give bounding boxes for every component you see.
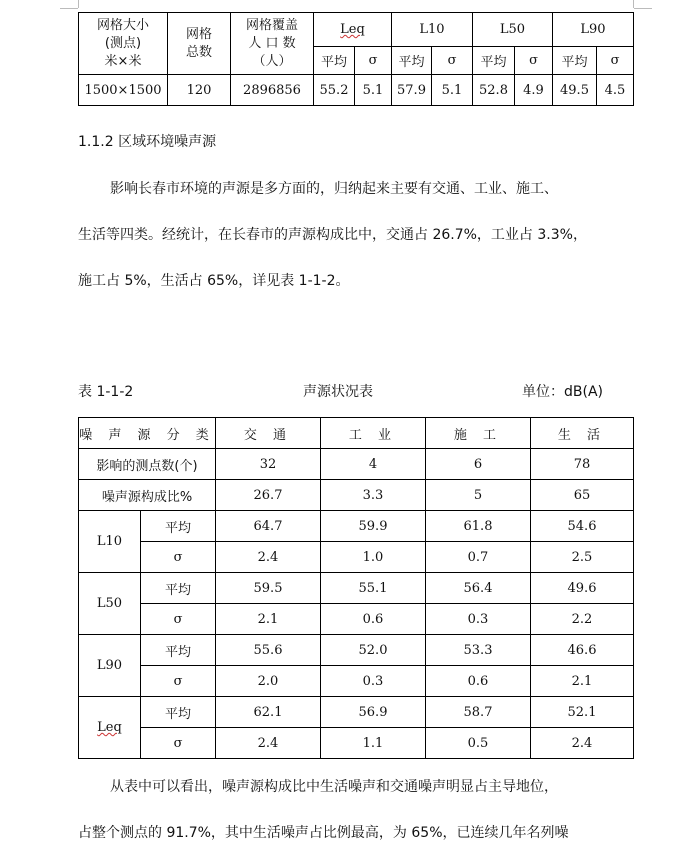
column-header: 生 活 bbox=[531, 418, 634, 449]
sigma-header: σ bbox=[432, 47, 473, 75]
table-row bbox=[79, 542, 634, 573]
table-title: 声源状况表 bbox=[303, 384, 373, 400]
corner-mark bbox=[60, 8, 78, 9]
table-cell: 5 bbox=[426, 480, 531, 511]
header-grid-count: 网格 总数 bbox=[168, 13, 231, 75]
table-cell: 2.1 bbox=[531, 666, 634, 697]
table-cell: 2.4 bbox=[216, 542, 321, 573]
sigma-label: σ bbox=[141, 666, 216, 697]
table-cell: 61.8 bbox=[426, 511, 531, 542]
table-cell: 55.1 bbox=[321, 573, 426, 604]
corner-mark bbox=[78, 0, 79, 8]
table-cell: 52.0 bbox=[321, 635, 426, 666]
table-cell: 2896856 bbox=[231, 75, 314, 106]
table-cell: 0.6 bbox=[426, 666, 531, 697]
table-cell: 0.5 bbox=[426, 728, 531, 759]
mean-header: 平均 bbox=[473, 47, 515, 75]
mean-header: 平均 bbox=[553, 47, 597, 75]
table-cell: 3.3 bbox=[321, 480, 426, 511]
table-cell: 4.9 bbox=[515, 75, 553, 106]
header-l50: L50 bbox=[473, 13, 553, 47]
column-header: 施 工 bbox=[426, 418, 531, 449]
header-leq bbox=[314, 13, 392, 47]
group-label: L90 bbox=[79, 635, 141, 697]
table-cell: 62.1 bbox=[216, 697, 321, 728]
group-label: Leq bbox=[79, 697, 141, 759]
table-cell: 55.6 bbox=[216, 635, 321, 666]
table-cell: 26.7 bbox=[216, 480, 321, 511]
sigma-header: σ bbox=[515, 47, 553, 75]
table-cell: 4 bbox=[321, 449, 426, 480]
table-row bbox=[79, 511, 634, 542]
table-cell: 52.8 bbox=[473, 75, 515, 106]
paragraph-line: 施工占 5%，生活占 65%，详见表 1-1-2。 bbox=[78, 273, 350, 289]
table-row bbox=[79, 635, 634, 666]
paragraph-line: 占整个测点的 91.7%，其中生活噪声占比例最高，为 65%，已连续几年名列噪 bbox=[78, 825, 569, 841]
table-cell: 2.0 bbox=[216, 666, 321, 697]
table-cell: 4.5 bbox=[597, 75, 634, 106]
mean-header: 平均 bbox=[314, 47, 355, 75]
grid-noise-table bbox=[78, 12, 634, 106]
header-leq-label: Leq bbox=[340, 22, 365, 37]
header-l90: L90 bbox=[553, 13, 634, 47]
table-cell: 49.6 bbox=[531, 573, 634, 604]
column-header: 工 业 bbox=[321, 418, 426, 449]
mean-header: 平均 bbox=[392, 47, 432, 75]
table-cell: 65 bbox=[531, 480, 634, 511]
header-population: 网格覆盖 人 口 数 （人） bbox=[231, 13, 314, 75]
table-cell: 2.2 bbox=[531, 604, 634, 635]
sigma-header: σ bbox=[597, 47, 634, 75]
table-cell: 59.5 bbox=[216, 573, 321, 604]
sigma-label: σ bbox=[141, 728, 216, 759]
table-cell: 1.1 bbox=[321, 728, 426, 759]
noise-source-table bbox=[78, 417, 634, 759]
mean-label: 平均 bbox=[141, 511, 216, 542]
paragraph-line: 生活等四类。经统计，在长春市的声源构成比中，交通占 26.7%，工业占 3.3%， bbox=[78, 227, 587, 243]
section-heading: 1.1.2 区域环境噪声源 bbox=[78, 134, 217, 150]
table-cell: 53.3 bbox=[426, 635, 531, 666]
table-cell: 2.5 bbox=[531, 542, 634, 573]
table-cell: 1.0 bbox=[321, 542, 426, 573]
header-grid-size: 网格大小 (测点) 米×米 bbox=[79, 13, 168, 75]
table-cell: 46.6 bbox=[531, 635, 634, 666]
table-row bbox=[79, 666, 634, 697]
paragraph-line: 从表中可以看出，噪声源构成比中生活噪声和交通噪声明显占主导地位， bbox=[110, 779, 558, 795]
table-cell: 5.1 bbox=[432, 75, 473, 106]
table-cell: 49.5 bbox=[553, 75, 597, 106]
paragraph-line: 影响长春市环境的声源是多方面的，归纳起来主要有交通、工业、施工、 bbox=[110, 181, 558, 197]
sigma-label: σ bbox=[141, 604, 216, 635]
table-cell: 5.1 bbox=[355, 75, 392, 106]
group-label: L10 bbox=[79, 511, 141, 573]
table-number: 表 1-1-2 bbox=[78, 384, 134, 400]
table-cell: 78 bbox=[531, 449, 634, 480]
mean-label: 平均 bbox=[141, 697, 216, 728]
table-cell: 0.6 bbox=[321, 604, 426, 635]
table-cell: 0.3 bbox=[321, 666, 426, 697]
mean-label: 平均 bbox=[141, 635, 216, 666]
sigma-label: σ bbox=[141, 542, 216, 573]
header-l10: L10 bbox=[392, 13, 473, 47]
row-label: 影响的测点数(个) bbox=[79, 449, 216, 480]
table-cell: 58.7 bbox=[426, 697, 531, 728]
table-row bbox=[79, 573, 634, 604]
table-cell: 1500×1500 bbox=[79, 75, 168, 106]
table-cell: 59.9 bbox=[321, 511, 426, 542]
row-label: 噪声源构成比% bbox=[79, 480, 216, 511]
table-cell: 56.4 bbox=[426, 573, 531, 604]
table-cell: 52.1 bbox=[531, 697, 634, 728]
table-cell: 2.4 bbox=[216, 728, 321, 759]
column-header: 交 通 bbox=[216, 418, 321, 449]
table-cell: 0.7 bbox=[426, 542, 531, 573]
table-cell: 32 bbox=[216, 449, 321, 480]
table-cell: 2.1 bbox=[216, 604, 321, 635]
corner-mark bbox=[634, 8, 652, 9]
table-row bbox=[79, 449, 634, 480]
corner-mark bbox=[633, 0, 634, 8]
table-unit: 单位：dB(A) bbox=[522, 384, 603, 400]
column-header: 噪 声 源 分 类 bbox=[79, 418, 216, 449]
group-label: L50 bbox=[79, 573, 141, 635]
table-cell: 55.2 bbox=[314, 75, 355, 106]
table-cell: 2.4 bbox=[531, 728, 634, 759]
mean-label: 平均 bbox=[141, 573, 216, 604]
table-header-row bbox=[79, 418, 634, 449]
table-cell: 54.6 bbox=[531, 511, 634, 542]
table-cell: 64.7 bbox=[216, 511, 321, 542]
table-cell: 57.9 bbox=[392, 75, 432, 106]
table-row bbox=[79, 604, 634, 635]
table-row bbox=[79, 480, 634, 511]
table-cell: 120 bbox=[168, 75, 231, 106]
table-cell: 0.3 bbox=[426, 604, 531, 635]
table-row bbox=[79, 697, 634, 728]
table-cell: 56.9 bbox=[321, 697, 426, 728]
table-row bbox=[79, 728, 634, 759]
sigma-header: σ bbox=[355, 47, 392, 75]
table-cell: 6 bbox=[426, 449, 531, 480]
